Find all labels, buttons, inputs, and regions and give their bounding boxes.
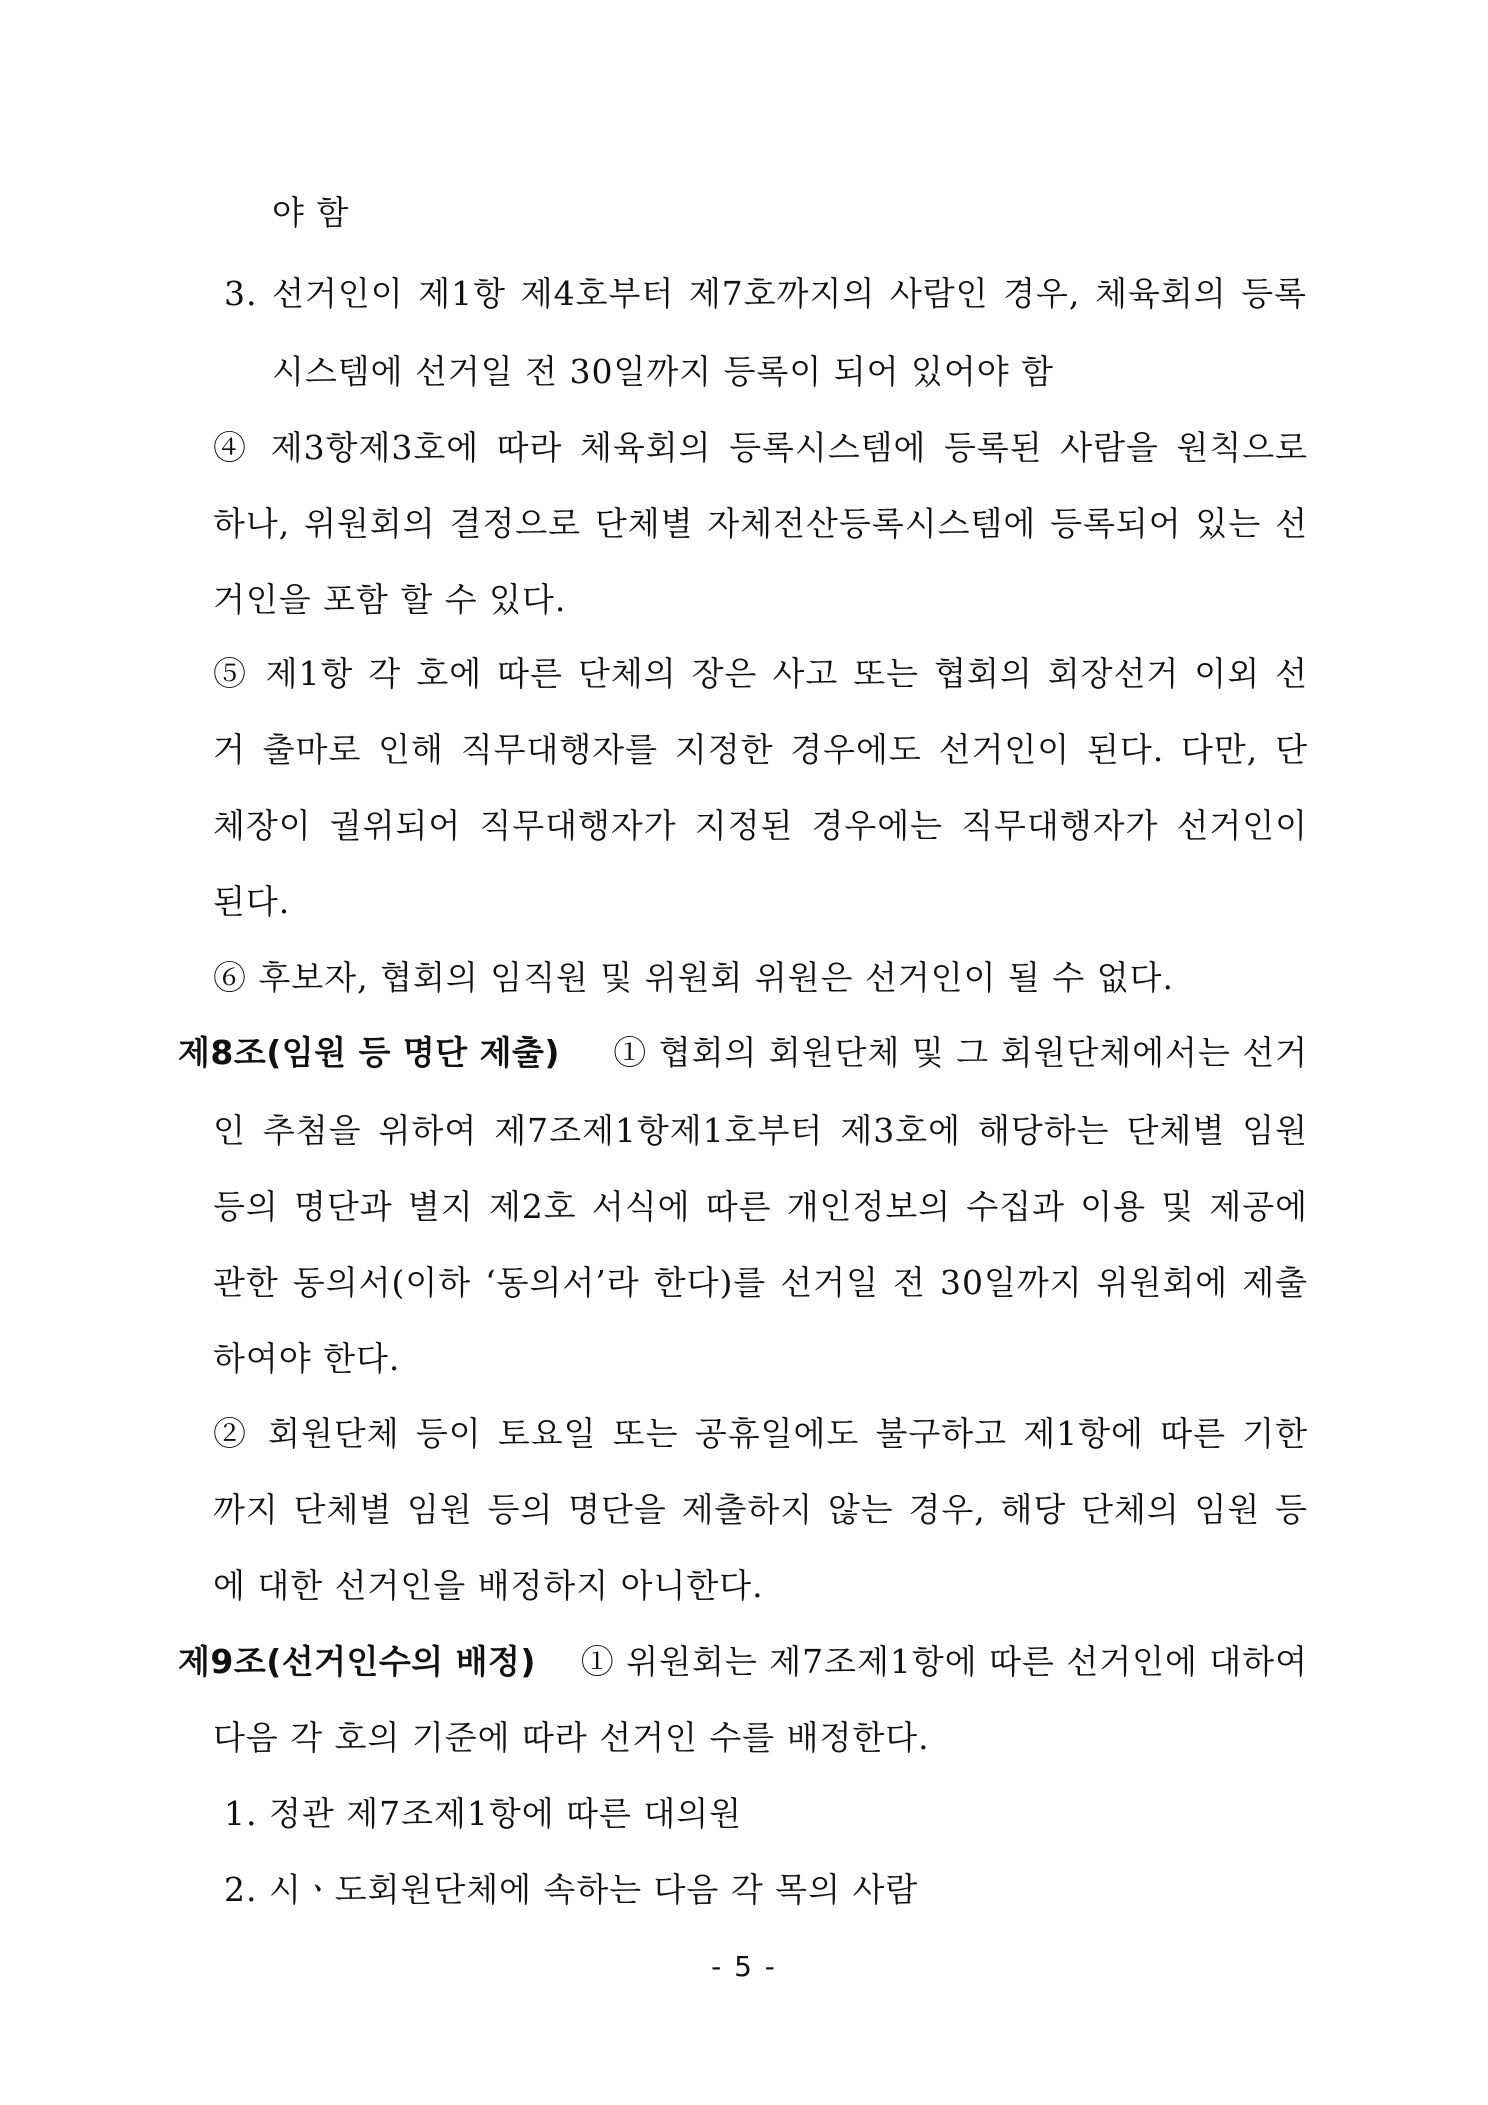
paragraph-line: ⑤ 제1항 각 호에 따른 단체의 장은 사고 또는 협회의 회장선거 이외 선 — [213, 654, 1308, 693]
paragraph-line: 인 추첨을 위하여 제7조제1항제1호부터 제3호에 해당하는 단체별 임원 — [213, 1111, 1308, 1150]
paragraph-line: 에 대한 선거인을 배정하지 아니한다. — [213, 1566, 764, 1605]
paragraph-line: 거인을 포함 할 수 있다. — [213, 580, 567, 619]
paragraph-line: 거 출마로 인해 직무대행자를 지정한 경우에도 선거인이 된다. 다만, 단 — [213, 730, 1308, 769]
article-8-line — [178, 1033, 1308, 1073]
paragraph-line: ② 회원단체 등이 토요일 또는 공휴일에도 불구하고 제1항에 따른 기한 — [213, 1414, 1308, 1453]
paragraph-line: 하나, 위원회의 결정으로 단체별 자체전산등록시스템에 등록되어 있는 선 — [213, 504, 1308, 543]
list-item: 1. 정관 제7조제1항에 따른 대의원 — [224, 1794, 742, 1833]
article-heading: 제8조(임원 등 명단 제출) — [178, 1033, 560, 1072]
paragraph-line: ④ 제3항제3호에 따라 체육회의 등록시스템에 등록된 사람을 원칙으로 — [213, 428, 1308, 467]
text-line: 시스템에 선거일 전 30일까지 등록이 되어 있어야 함 — [272, 352, 1054, 391]
paragraph-line: 관한 동의서(이하 ‘동의서’라 한다)를 선거일 전 30일까지 위원회에 제출 — [213, 1263, 1308, 1302]
page-number: - 5 - — [711, 1950, 777, 1983]
paragraph-line: 다음 각 호의 기준에 따라 선거인 수를 배정한다. — [213, 1718, 930, 1757]
paragraph-line: 까지 단체별 임원 등의 명단을 제출하지 않는 경우, 해당 단체의 임원 등 — [213, 1490, 1308, 1529]
paragraph-line: 등의 명단과 별지 제2호 서식에 따른 개인정보의 수집과 이용 및 제공에 — [213, 1187, 1308, 1226]
paragraph-line: 하여야 한다. — [213, 1339, 401, 1378]
article-heading: 제9조(선거인수의 배정) — [178, 1642, 537, 1681]
paragraph-line: 된다. — [213, 882, 291, 921]
article-9-line — [178, 1642, 1308, 1682]
paragraph-line: ① 협회의 회원단체 및 그 회원단체에서는 선거 — [613, 1033, 1308, 1072]
paragraph-line: 체장이 궐위되어 직무대행자가 지정된 경우에는 직무대행자가 선거인이 — [213, 806, 1308, 845]
list-item: 3. 선거인이 제1항 제4호부터 제7호까지의 사람인 경우, 체육회의 등록 — [224, 274, 1307, 313]
paragraph-line: ⑥ 후보자, 협회의 임직원 및 위원회 위원은 선거인이 될 수 없다. — [213, 958, 1174, 997]
list-item: 2. 시ㆍ도회원단체에 속하는 다음 각 목의 사람 — [224, 1870, 919, 1909]
paragraph-line: ① 위원회는 제7조제1항에 따른 선거인에 대하여 — [580, 1642, 1308, 1681]
text-line: 야 함 — [272, 193, 350, 232]
